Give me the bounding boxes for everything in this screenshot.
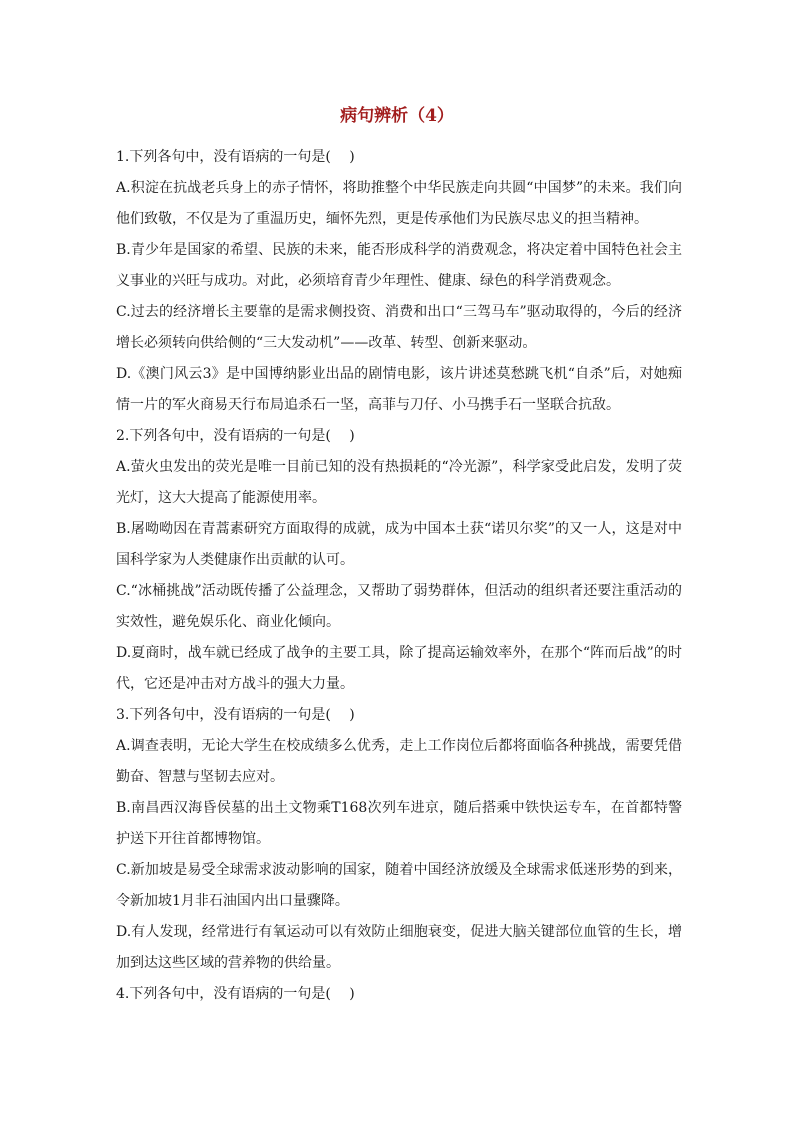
- option-text: B.青少年是国家的希望、民族的未来，能否形成科学的消费观念，将决定着中国特色社会主义事业的兴旺与成功。对此，必须培育青少年理性、健康、绿色的科学消费观念。: [116, 242, 682, 289]
- option-text: A.调查表明，无论大学生在校成绩多么优秀，走上工作岗位后都将面临各种挑战，需要凭借勤奋、智慧与坚韧去应对。: [116, 738, 682, 785]
- page-title: 病句辨析（4）: [340, 106, 454, 126]
- question-stem: 2.下列各句中，没有语病的一句是( ): [116, 428, 355, 444]
- option-text: A.萤火虫发出的荧光是唯一目前已知的没有热损耗的“冷光源”，科学家受此启发，发明了荧光灯，这大大提高了能源使用率。: [116, 459, 682, 506]
- question-stem: 4.下列各句中，没有语病的一句是( ): [116, 986, 355, 1002]
- option-text: D.夏商时，战车就已经成了战争的主要工具，除了提高运输效率外，在那个“阵而后战”的时代，它还是冲击对方战斗的强大力量。: [116, 645, 682, 692]
- option-text: B.南昌西汉海昏侯墓的出土文物乘T168次列车进京，随后搭乘中铁快运专车，在首都特警护送下开往首都博物馆。: [116, 800, 682, 847]
- option-text: C.“冰桶挑战”活动既传播了公益理念，又帮助了弱势群体，但活动的组织者还要注重活动的实效性，避免娱乐化、商业化倾向。: [116, 583, 682, 630]
- option-text: D.有人发现，经常进行有氧运动可以有效防止细胞衰变，促进大脑关键部位血管的生长，增加到达这些区域的营养物的供给量。: [116, 924, 682, 971]
- question-stem: 3.下列各句中，没有语病的一句是( ): [116, 707, 355, 723]
- option-text: C.过去的经济增长主要靠的是需求侧投资、消费和出口“三驾马车”驱动取得的，今后的经济增长必须转向供给侧的“三大发动机”——改革、转型、创新来驱动。: [116, 304, 682, 351]
- question-stem: 1.下列各句中，没有语病的一句是( ): [116, 149, 355, 165]
- option-text: B.屠呦呦因在青蒿素研究方面取得的成就，成为中国本土获“诺贝尔奖”的又一人，这是对中国科学家为人类健康作出贡献的认可。: [116, 521, 682, 568]
- question-list: [116, 142, 682, 1010]
- option-text: C.新加坡是易受全球需求波动影响的国家，随着中国经济放缓及全球需求低迷形势的到来，令新加坡1月非石油国内出口量骤降。: [116, 862, 682, 909]
- option-text: A.积淀在抗战老兵身上的赤子情怀，将助推整个中华民族走向共圆“中国梦”的未来。我们向他们致敬，不仅是为了重温历史，缅怀先烈，更是传承他们为民族尽忠义的担当精神。: [116, 180, 682, 227]
- option-text: D.《澳门风云3》是中国博纳影业出品的剧情电影，该片讲述莫愁跳飞机“自杀”后，对她痴情一片的军火商易天行布局追杀石一坚，高菲与刀仔、小马携手石一坚联合抗敌。: [116, 366, 682, 413]
